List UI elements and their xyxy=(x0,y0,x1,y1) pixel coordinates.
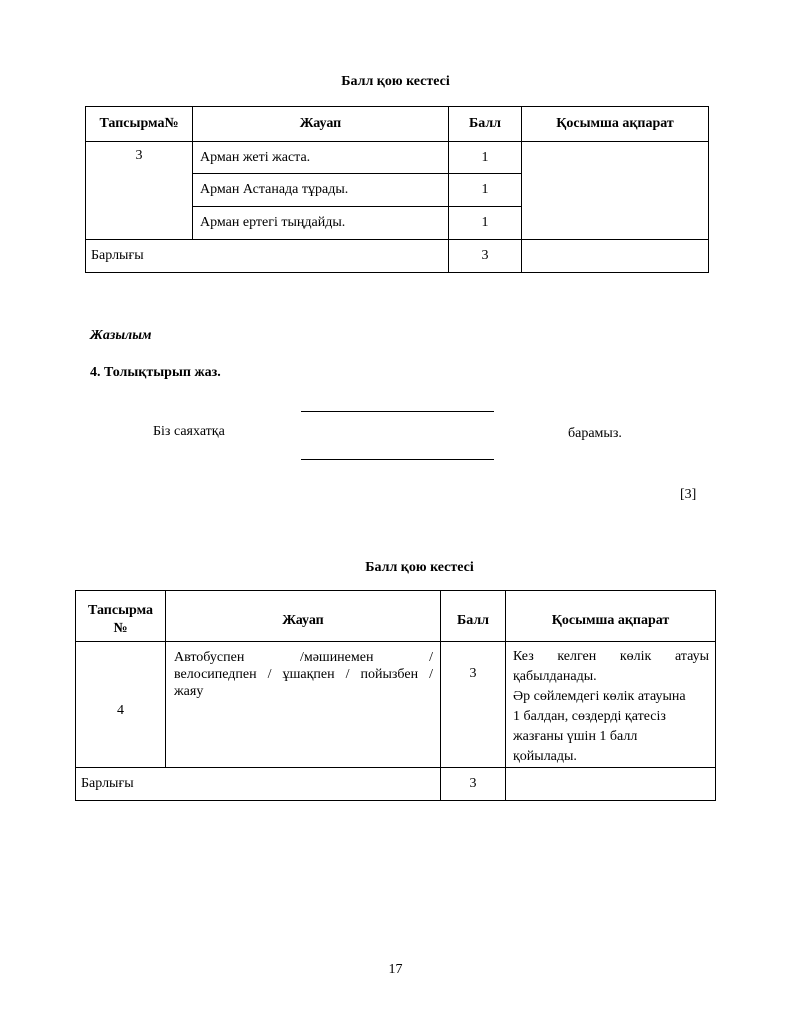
answer-line: жаяу xyxy=(174,684,204,699)
answer-cell: Арман Астанада тұрады. xyxy=(193,174,449,207)
header-score: Балл xyxy=(449,107,522,142)
table-row xyxy=(86,142,709,174)
blank-line-top xyxy=(301,411,494,412)
answer-line: велосипедпен / ұшақпен / пойызбен / xyxy=(174,667,433,682)
sentence-start: Біз саяхатқа xyxy=(153,424,225,439)
info-line: қабылданады. xyxy=(513,669,597,684)
header-answer: Жауап xyxy=(166,591,441,642)
blank-line-bottom xyxy=(301,459,494,460)
total-row xyxy=(86,240,709,273)
header-answer: Жауап xyxy=(193,107,449,142)
total-score: 3 xyxy=(441,768,506,801)
page-number: 17 xyxy=(388,962,403,977)
header-score: Балл xyxy=(441,591,506,642)
points-label: [3] xyxy=(680,487,697,502)
section-title: Жазылым xyxy=(90,328,152,343)
score-table-2 xyxy=(75,590,716,801)
header-info: Қосымша ақпарат xyxy=(506,591,716,642)
header-task-line2: № xyxy=(113,621,128,636)
sentence-end: барамыз. xyxy=(568,426,622,441)
total-info-cell xyxy=(522,240,709,273)
info-cell xyxy=(506,642,716,768)
total-label: Барлығы xyxy=(76,768,441,801)
score-cell: 1 xyxy=(449,142,522,174)
info-cell xyxy=(522,142,709,240)
table1-title: Балл қою кестесі xyxy=(341,74,450,89)
table2-title: Балл қою кестесі xyxy=(365,560,474,575)
answer-cell: Арман жеті жаста. xyxy=(193,142,449,174)
task-title: 4. Толықтырып жаз. xyxy=(90,365,221,380)
answer-line: Автобуспен /мәшинемен / xyxy=(174,650,433,665)
answer-cell: Арман ертегі тыңдайды. xyxy=(193,207,449,240)
table-row xyxy=(76,642,716,768)
total-row xyxy=(76,768,716,801)
header-task: Тапсырма№ xyxy=(86,107,193,142)
score-cell: 1 xyxy=(449,174,522,207)
answer-cell xyxy=(166,642,441,768)
info-line: Кез келген көлік атауы xyxy=(513,649,709,664)
score-table-1 xyxy=(85,106,709,273)
info-line: 1 балдан, сөздерді қатесіз xyxy=(513,709,666,724)
header-task xyxy=(76,591,166,642)
score-cell: 3 xyxy=(441,642,506,768)
total-score: 3 xyxy=(449,240,522,273)
info-line: жазғаны үшін 1 балл xyxy=(513,729,638,744)
total-label: Барлығы xyxy=(86,240,449,273)
score-cell: 1 xyxy=(449,207,522,240)
header-task-line1: Тапсырма xyxy=(87,603,154,618)
info-line: Әр сөйлемдегі көлік атауына xyxy=(513,689,686,704)
task-number: 3 xyxy=(86,142,193,240)
info-line: қойылады. xyxy=(513,749,577,764)
header-info: Қосымша ақпарат xyxy=(522,107,709,142)
total-info-cell xyxy=(506,768,716,801)
task-number: 4 xyxy=(76,642,166,768)
